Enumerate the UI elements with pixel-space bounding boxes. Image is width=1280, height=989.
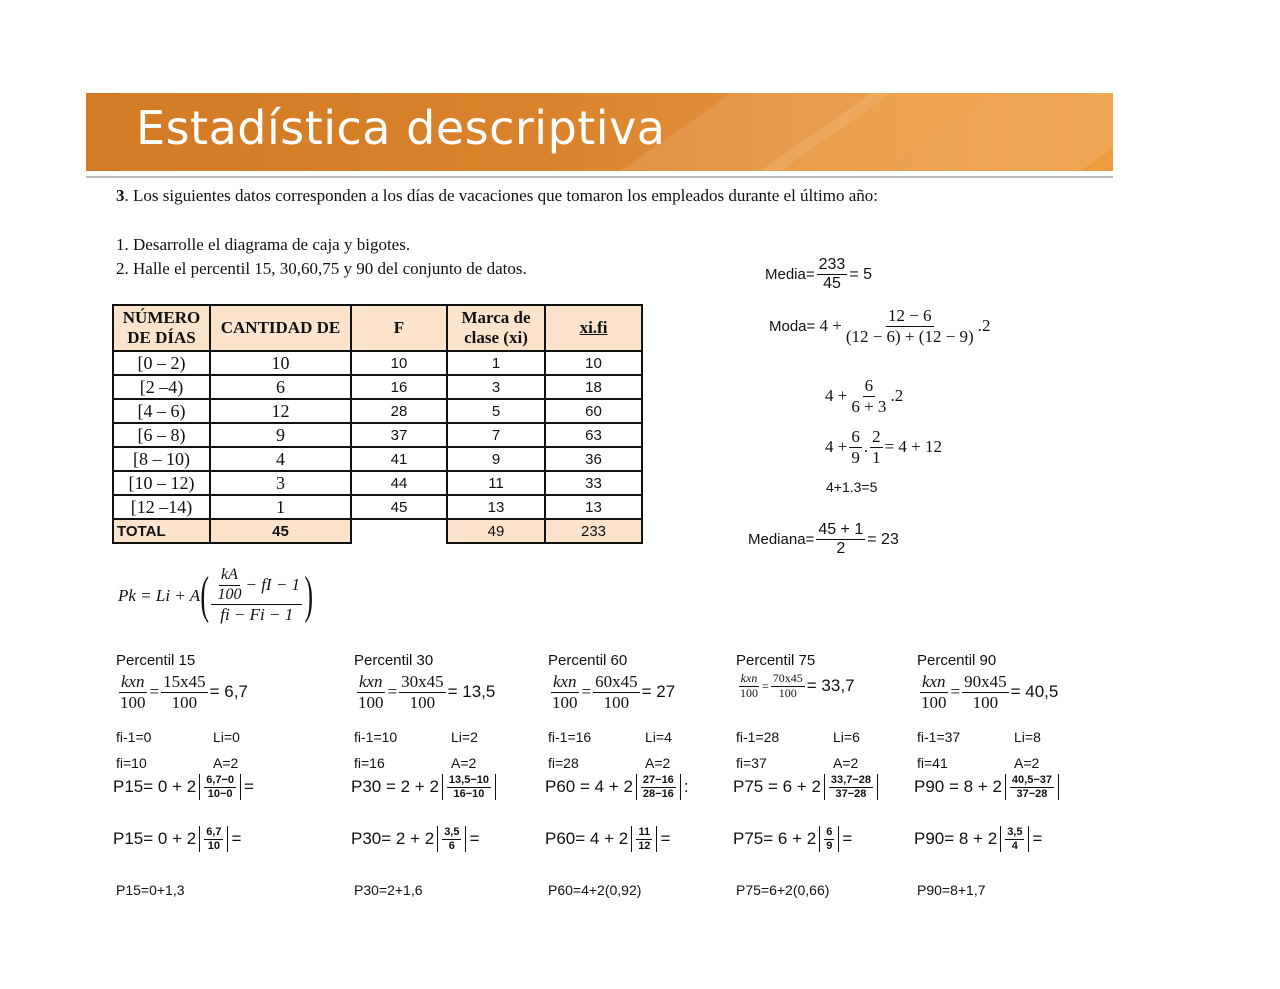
media-result: = 5 <box>849 265 873 283</box>
cell-marca: 11 <box>447 471 545 495</box>
pk-den: fi − Fi − 1 <box>220 605 294 625</box>
table-row <box>113 471 642 495</box>
percentile-title: Percentil 60 <box>548 652 628 669</box>
fi-value: fi=16 <box>354 755 385 771</box>
eq1-den: 37−28 <box>835 787 867 800</box>
eq2-lhs: P15= 0 + 2 <box>113 829 197 849</box>
position-value: = 40,5 <box>1010 682 1059 702</box>
value-den: 100 <box>972 692 999 712</box>
media-num: 233 <box>817 256 848 275</box>
eq2-num: 6,7 <box>206 826 222 838</box>
eq2-tail: = <box>469 829 480 849</box>
pk-lhs: Pk = Li + A <box>118 585 201 605</box>
kxn-den: 100 <box>740 685 758 700</box>
cell-xifi: 10 <box>545 351 642 375</box>
value-den: 100 <box>171 692 198 712</box>
eq2-lhs: P30= 2 + 2 <box>351 829 435 849</box>
percentile-title: Percentil 75 <box>736 652 816 669</box>
mediana-den: 2 <box>836 540 846 558</box>
position-value: = 6,7 <box>209 682 248 702</box>
fi-prev: fi-1=28 <box>736 729 780 745</box>
fi-value: fi=37 <box>736 755 767 771</box>
cell-interval: [0 – 2) <box>113 351 210 375</box>
moda-formula <box>769 306 990 346</box>
kxn-num: kxn <box>921 672 946 691</box>
moda-step-1 <box>825 376 903 416</box>
cell-marca: 9 <box>447 447 545 471</box>
eq2-lhs: P90= 8 + 2 <box>914 829 998 849</box>
cell-f: 28 <box>351 399 447 423</box>
eq2-tail: = <box>660 829 671 849</box>
cell-marca: 13 <box>447 495 545 519</box>
kxn-den: 100 <box>358 692 384 712</box>
cell-marca: 5 <box>447 399 545 423</box>
value-num: 60x45 <box>595 672 638 691</box>
table-row <box>113 447 642 471</box>
percentile-formula: Pk = Li + A ( $\frac{kA}{100}$ − fI − 1 fi − Fi − 1 ) <box>118 566 314 625</box>
eq1-lhs: P60 = 4 + 2 <box>545 777 633 797</box>
eq1-tail: : <box>683 777 689 797</box>
eq2-den: 9 <box>826 839 833 852</box>
total-cantidad: 45 <box>210 519 351 543</box>
banner-title: Estadística descriptiva <box>136 101 666 155</box>
divider <box>86 176 1113 178</box>
cell-interval: [8 – 10) <box>113 447 210 471</box>
cell-f: 37 <box>351 423 447 447</box>
cell-cantidad: 10 <box>210 351 351 375</box>
percentile-result: P30=2+1,6 <box>354 882 423 898</box>
total-xifi: 233 <box>545 519 642 543</box>
media-label: Media= <box>765 266 815 284</box>
fi-value: fi=28 <box>548 755 579 771</box>
eq2-den: 12 <box>638 839 651 852</box>
li-value: Li=8 <box>1014 729 1041 745</box>
total-label: TOTAL <box>113 519 210 543</box>
media-den: 45 <box>823 275 841 293</box>
position-value: = 33,7 <box>806 676 855 696</box>
eq1-lhs: P90 = 8 + 2 <box>914 777 1002 797</box>
moda-label: Moda= <box>769 317 816 335</box>
a-value: A=2 <box>1014 755 1040 771</box>
eq2-num: 3,5 <box>444 826 460 838</box>
position-value: = 13,5 <box>447 682 496 702</box>
step1-suffix: .2 <box>890 386 904 406</box>
table-total-row <box>113 519 642 543</box>
cell-cantidad: 1 <box>210 495 351 519</box>
table-row <box>113 351 642 375</box>
a-value: A=2 <box>213 755 239 771</box>
moda-suffix: .2 <box>977 316 991 336</box>
task-2: 2. Halle el percentil 15, 30,60,75 y 90 del conjunto de datos. <box>116 259 527 278</box>
cell-f: 44 <box>351 471 447 495</box>
cell-xifi: 60 <box>545 399 642 423</box>
percentile-result: P90=8+1,7 <box>917 882 986 898</box>
eq1-den: 37−28 <box>1016 787 1048 800</box>
cell-cantidad: 6 <box>210 375 351 399</box>
value-den: 100 <box>603 692 630 712</box>
eq1-den: 16−10 <box>453 787 485 800</box>
kxn-num: kxn <box>552 672 577 691</box>
moda-step-3: 4+1.3=5 <box>826 479 878 495</box>
moda-num: 12 − 6 <box>887 306 932 325</box>
fi-value: fi=41 <box>917 755 948 771</box>
fi-prev: fi-1=0 <box>116 729 152 745</box>
moda-prefix: 4 + <box>819 316 842 336</box>
eq1-num: 33,7−28 <box>830 774 871 786</box>
value-num: 90x45 <box>964 672 1007 691</box>
step2-n2: 2 <box>872 427 881 446</box>
moda-step-2: 4 + $\frac{6}{9}$ . $\frac{2}{1}$ = 4 + 12 <box>825 427 943 467</box>
value-num: 30x45 <box>401 672 444 691</box>
mediana-formula <box>748 521 899 559</box>
eq2-lhs: P60= 4 + 2 <box>545 829 629 849</box>
mediana-result: = 23 <box>867 530 899 548</box>
eq2-num: 3,5 <box>1007 826 1023 838</box>
mediana-label: Mediana= <box>748 531 815 549</box>
eq1-lhs: P15= 0 + 2 <box>113 777 197 797</box>
cell-f: 10 <box>351 351 447 375</box>
cell-interval: [2 –4) <box>113 375 210 399</box>
header-numero-dias: NÚMERO DE DÍAS <box>113 305 210 351</box>
header-banner <box>86 93 1113 171</box>
cell-marca: 3 <box>447 375 545 399</box>
step1-den: 6 + 3 <box>851 396 887 416</box>
header-f: F <box>351 305 447 351</box>
table-row <box>113 423 642 447</box>
fi-prev: fi-1=37 <box>917 729 961 745</box>
cell-xifi: 13 <box>545 495 642 519</box>
total-blank <box>351 519 447 543</box>
eq2-tail: = <box>231 829 242 849</box>
cell-xifi: 33 <box>545 471 642 495</box>
value-den: 100 <box>409 692 436 712</box>
eq1-num: 27−16 <box>642 774 674 786</box>
cell-cantidad: 3 <box>210 471 351 495</box>
eq2-den: 4 <box>1011 839 1018 852</box>
percentile-result: P75=6+2(0,66) <box>736 882 830 898</box>
cell-marca: 7 <box>447 423 545 447</box>
moda-den: (12 − 6) + (12 − 9) <box>845 326 974 346</box>
kxn-den: 100 <box>552 692 578 712</box>
cell-cantidad: 12 <box>210 399 351 423</box>
media-formula <box>765 256 872 294</box>
cell-f: 41 <box>351 447 447 471</box>
kxn-num: kxn <box>740 671 758 685</box>
cell-f: 45 <box>351 495 447 519</box>
li-value: Li=2 <box>451 729 478 745</box>
total-marca: 49 <box>447 519 545 543</box>
kxn-den: 100 <box>120 692 146 712</box>
pk-100: 100 <box>217 585 242 603</box>
eq2-den: 6 <box>448 839 455 852</box>
percentile-title: Percentil 30 <box>354 652 434 669</box>
problem-statement <box>116 186 878 206</box>
step2-d1: 9 <box>851 447 860 467</box>
eq1-lhs: P30 = 2 + 2 <box>351 777 439 797</box>
mediana-num: 45 + 1 <box>816 521 865 540</box>
a-value: A=2 <box>451 755 477 771</box>
eq1-tail: = <box>244 777 254 797</box>
eq2-num: 11 <box>638 826 651 838</box>
eq1-num: 40,5−37 <box>1011 774 1052 786</box>
position-value: = 27 <box>641 682 676 702</box>
eq2-den: 10 <box>207 839 220 852</box>
eq1-den: 28−16 <box>642 787 674 800</box>
eq1-num: 13,5−10 <box>448 774 489 786</box>
cell-cantidad: 9 <box>210 423 351 447</box>
value-num: 15x45 <box>163 672 206 691</box>
pk-ka: kA <box>219 566 240 585</box>
table-header-row <box>113 305 642 351</box>
li-value: Li=0 <box>213 729 240 745</box>
eq2-tail: = <box>842 829 853 849</box>
cell-interval: [4 – 6) <box>113 399 210 423</box>
step2-d2: 1 <box>872 447 881 467</box>
cell-interval: [10 – 12) <box>113 471 210 495</box>
step2-suffix: = 4 + 12 <box>884 437 943 457</box>
cell-cantidad: 4 <box>210 447 351 471</box>
fi-prev: fi-1=16 <box>548 729 592 745</box>
li-value: Li=4 <box>645 729 672 745</box>
cell-interval: [12 –14) <box>113 495 210 519</box>
task-1: 1. Desarrolle el diagrama de caja y bigotes. <box>116 235 411 254</box>
step2-prefix: 4 + <box>825 437 848 457</box>
step1-prefix: 4 + <box>825 386 848 406</box>
table-row <box>113 495 642 519</box>
problem-number: 3 <box>116 186 125 205</box>
fi-prev: fi-1=10 <box>354 729 398 745</box>
kxn-num: kxn <box>358 672 383 691</box>
eq1-num: 6,7−0 <box>206 774 235 786</box>
problem-text: . Los siguientes datos corresponden a los días de vacaciones que tomaron los empleados durante el último año: <box>124 186 878 205</box>
a-value: A=2 <box>645 755 671 771</box>
step2-n1: 6 <box>851 427 860 446</box>
header-xifi: xi.fi <box>545 305 642 351</box>
eq2-lhs: P75= 6 + 2 <box>733 829 817 849</box>
li-value: Li=6 <box>833 729 860 745</box>
percentile-result: P15=0+1,3 <box>116 882 185 898</box>
fi-value: fi=10 <box>116 755 147 771</box>
cell-marca: 1 <box>447 351 545 375</box>
value-den: 100 <box>778 685 797 700</box>
cell-xifi: 63 <box>545 423 642 447</box>
eq2-tail: = <box>1032 829 1043 849</box>
kxn-den: 100 <box>921 692 947 712</box>
value-num: 70x45 <box>772 671 803 685</box>
percentile-title: Percentil 15 <box>116 652 196 669</box>
eq1-lhs: P75 = 6 + 2 <box>733 777 821 797</box>
percentile-result: P60=4+2(0,92) <box>548 882 642 898</box>
header-cantidad: CANTIDAD DE <box>210 305 351 351</box>
frequency-table <box>112 304 643 544</box>
kxn-num: kxn <box>120 672 145 691</box>
cell-xifi: 36 <box>545 447 642 471</box>
a-value: A=2 <box>833 755 859 771</box>
cell-f: 16 <box>351 375 447 399</box>
step1-num: 6 <box>864 376 874 395</box>
table-row <box>113 375 642 399</box>
table-row <box>113 399 642 423</box>
cell-xifi: 18 <box>545 375 642 399</box>
percentile-title: Percentil 90 <box>917 652 997 669</box>
cell-interval: [6 – 8) <box>113 423 210 447</box>
eq2-num: 6 <box>826 826 833 838</box>
pk-num-rest: − fI − 1 <box>245 575 301 595</box>
header-marca-clase: Marca de clase (xi) <box>447 305 545 351</box>
eq1-den: 10−0 <box>207 787 233 800</box>
